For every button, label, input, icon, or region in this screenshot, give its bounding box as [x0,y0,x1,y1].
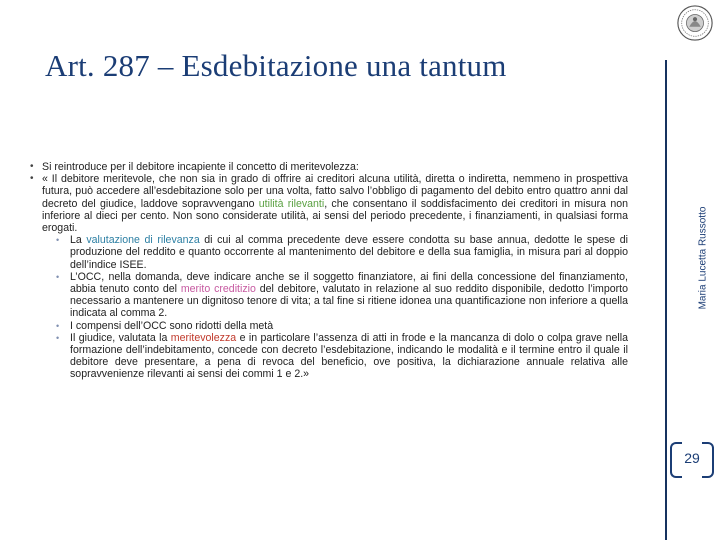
bullet-text: del debitore, valutato in relazione al suo reddito disponibile, dedotto l’importo necessario a mantenere un dignitoso tenore di vita; a tal fine si ritiene idonea una quantificazione non inferiore a quella indicata al comma 2. [70,283,629,320]
highlight-merito: merito creditizio [180,283,256,296]
sub-bullet-item [48,332,628,381]
bullet-text: Il giudice, valutata la [70,331,171,344]
bullet-text: Si reintroduce per il debitore incapiente il concetto di meritevolezza: [42,161,359,173]
bullet-text: « Il debitore meritevole, che non sia in grado di offrire ai creditori alcuna utilità, diretta o indiretta, nemmeno in prospettiva futura, può accedere all’esdebitazione solo per una volta, fatto salvo l’obbligo di pagamento del debito entro quattro anni dal decreto del giudice, laddove sopravvengano [42,173,628,210]
highlight-utilita: utilità rilevanti [258,197,325,210]
bullet-text: I compensi dell’OCC sono ridotti della metà [70,319,274,332]
university-seal-icon [676,4,714,42]
highlight-meritevolezza: meritevolezza [170,331,237,344]
bullet-text: L’OCC, nella domanda, deve indicare anche se il soggetto finanziatore, ai fini della concessione del finanziamento, abbia tenuto conto del [70,270,628,296]
sub-bullet-item [48,271,628,320]
bullet-text: La [70,234,87,247]
author-name: Maria Lucetta Russotto [697,206,709,310]
page-number: 29 [684,450,700,466]
sub-bullet-item [48,234,628,271]
bullet-item [30,173,628,234]
slide-title: Art. 287 – Esdebitazione una tantum [45,48,507,83]
bullet-item [30,161,628,173]
slide-content [30,161,628,381]
highlight-valutazione: valutazione di rilevanza [86,234,200,247]
sub-bullet-item [48,320,628,332]
bullet-text: di cui al comma precedente deve essere condotta su base annua, dedotte le spese di produzione del reddito e quanto occorrente al mantenimento del debitore e della sua famiglia, in misura pari al doppio dell’indice ISEE. [70,234,628,271]
bullet-text: , che consentano il soddisfacimento dei creditori in misura non inferiore al dieci per cento. Non sono considerate utilità, ai sensi del periodo precedente, i finanziamenti, in qualsiasi forma erogati. [42,197,628,235]
bullet-text: e in particolare l’assenza di atti in frode e la mancanza di dolo o colpa grave nella formazione dell’indebitamento, concede con decreto l’esdebitazione, indicando le modalità e il termine entro il quale il debitore deve presentare, a pena di revoca del beneficio, ove positiva, la dichiarazione annuale relativa alle sopravvenienze rilevanti ai sensi dei commi 1 e 2.» [70,331,628,381]
page-number-badge [667,440,717,478]
